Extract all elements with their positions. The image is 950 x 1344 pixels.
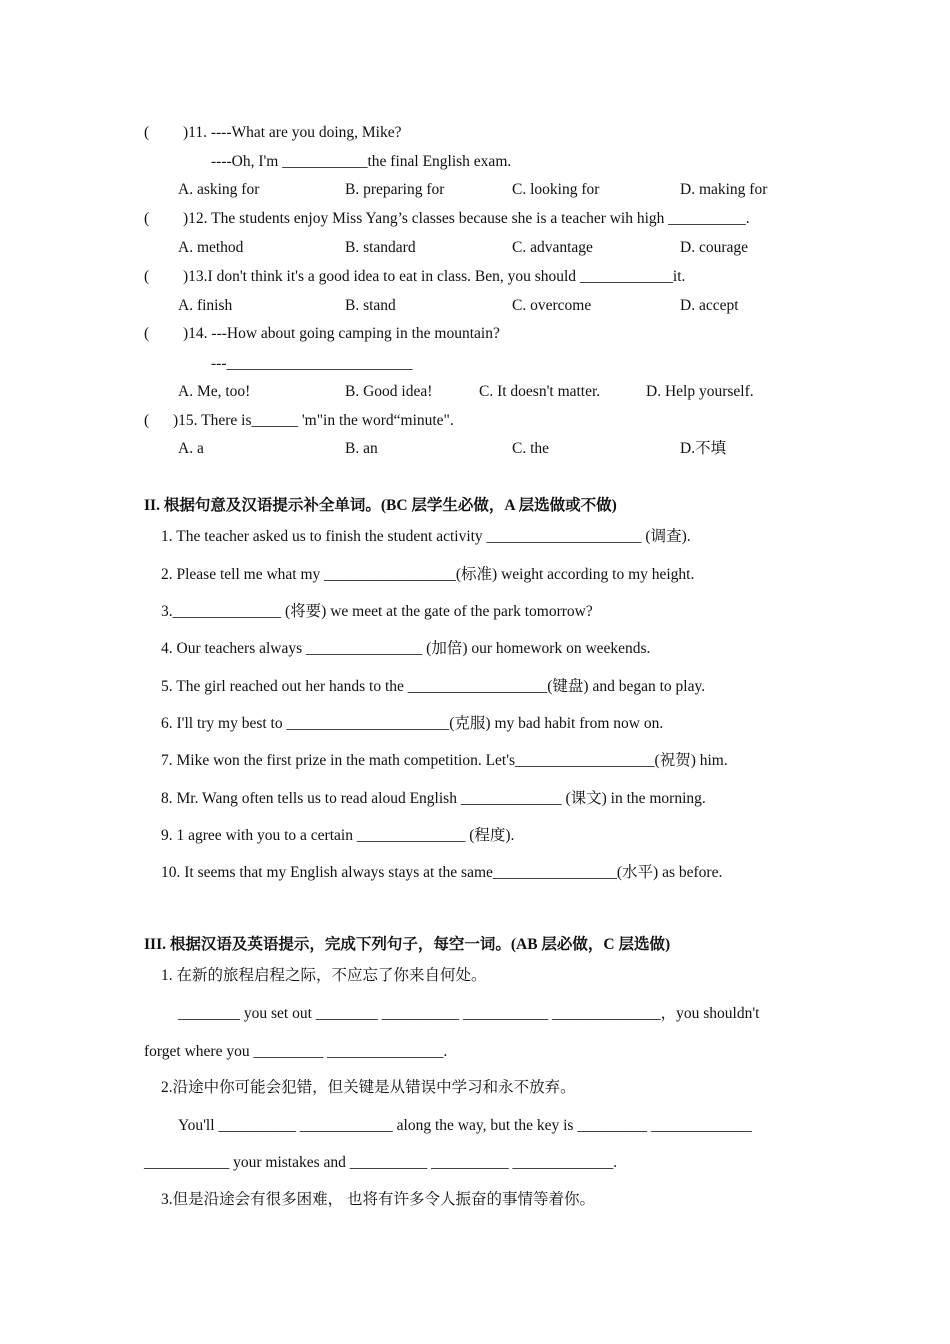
fill-item: 8. Mr. Wang often tells us to read aloud English _____________ (课文) in the morning. (161, 790, 706, 807)
sentence-blanks: ___________ your mistakes and __________ __________ _____________. (144, 1154, 618, 1171)
option-d: D. Help yourself. (646, 383, 754, 400)
fill-item: 7. Mike won the first prize in the math competition. Let's__________________(祝贺) him. (161, 752, 728, 769)
fill-item: 4. Our teachers always _______________ (加倍) our homework on weekends. (161, 640, 651, 657)
fill-item: 9. 1 agree with you to a certain ______________ (程度). (161, 827, 515, 844)
question-stem: )11. ----What are you doing, Mike? (183, 124, 402, 141)
answer-paren: ( (144, 124, 150, 141)
fill-item: 2. Please tell me what my _________________(标准) weight according to my height. (161, 566, 695, 583)
option-a: A. finish (178, 297, 233, 314)
option-b: B. an (345, 440, 378, 457)
fill-item: 6. I'll try my best to _____________________(克服) my bad habit from now on. (161, 715, 664, 732)
option-d: D. accept (680, 297, 739, 314)
option-c: C. overcome (512, 297, 592, 314)
option-d: D. courage (680, 239, 748, 256)
answer-paren: ( (144, 268, 150, 285)
question-dialog-line: ---________________________ (211, 355, 413, 372)
option-d: D. making for (680, 181, 768, 198)
option-b: B. standard (345, 239, 416, 256)
fill-item: 3.______________ (将要) we meet at the gate of the park tomorrow? (161, 603, 593, 620)
option-a: A. method (178, 239, 244, 256)
fill-item: 10. It seems that my English always stays at the same________________(水平) as before. (161, 864, 723, 881)
sentence-blanks: ________ you set out ________ __________ ___________ ______________，you shouldn't (178, 1005, 760, 1022)
question-stem: )12. The students enjoy Miss Yang’s classes because she is a teacher wih high __________. (183, 210, 750, 227)
chinese-prompt: 2.沿途中你可能会犯错，但关键是从错误中学习和永不放弃。 (161, 1079, 576, 1096)
fill-item: 5. The girl reached out her hands to the __________________(键盘) and began to play. (161, 678, 706, 695)
answer-paren: ( (144, 210, 150, 227)
answer-paren: ( (144, 412, 150, 429)
option-c: C. advantage (512, 239, 593, 256)
question-dialog-line: ----Oh, I'm ___________the final English exam. (211, 153, 512, 170)
option-b: B. stand (345, 297, 396, 314)
option-d: D.不填 (680, 440, 727, 457)
sentence-blanks: You'll __________ ____________ along the way, but the key is _________ _____________ (178, 1117, 752, 1134)
fill-item: 1. The teacher asked us to finish the student activity ____________________ (调查). (161, 528, 691, 545)
answer-paren: ( (144, 325, 150, 342)
question-stem: )14. ---How about going camping in the mountain? (183, 325, 500, 342)
option-c: C. It doesn't matter. (479, 383, 601, 400)
question-stem: )15. There is______ 'm"in the word“minute". (173, 412, 454, 429)
section-heading: III. 根据汉语及英语提示，完成下列句子，每空一词。(AB 层必做，C 层选做) (144, 936, 671, 953)
option-b: B. Good idea! (345, 383, 433, 400)
option-a: A. asking for (178, 181, 260, 198)
sentence-blanks: forget where you _________ _______________. (144, 1043, 448, 1060)
option-a: A. a (178, 440, 204, 457)
chinese-prompt: 3.但是沿途会有很多困难， 也将有许多令人振奋的事情等着你。 (161, 1191, 596, 1208)
option-a: A. Me, too! (178, 383, 251, 400)
option-b: B. preparing for (345, 181, 445, 198)
section-heading: II. 根据句意及汉语提示补全单词。(BC 层学生必做，A 层选做或不做) (144, 497, 617, 514)
question-stem: )13.I don't think it's a good idea to eat in class. Ben, you should ____________it. (183, 268, 686, 285)
option-c: C. looking for (512, 181, 600, 198)
chinese-prompt: 1. 在新的旅程启程之际，不应忘了你来自何处。 (161, 967, 487, 984)
option-c: C. the (512, 440, 550, 457)
